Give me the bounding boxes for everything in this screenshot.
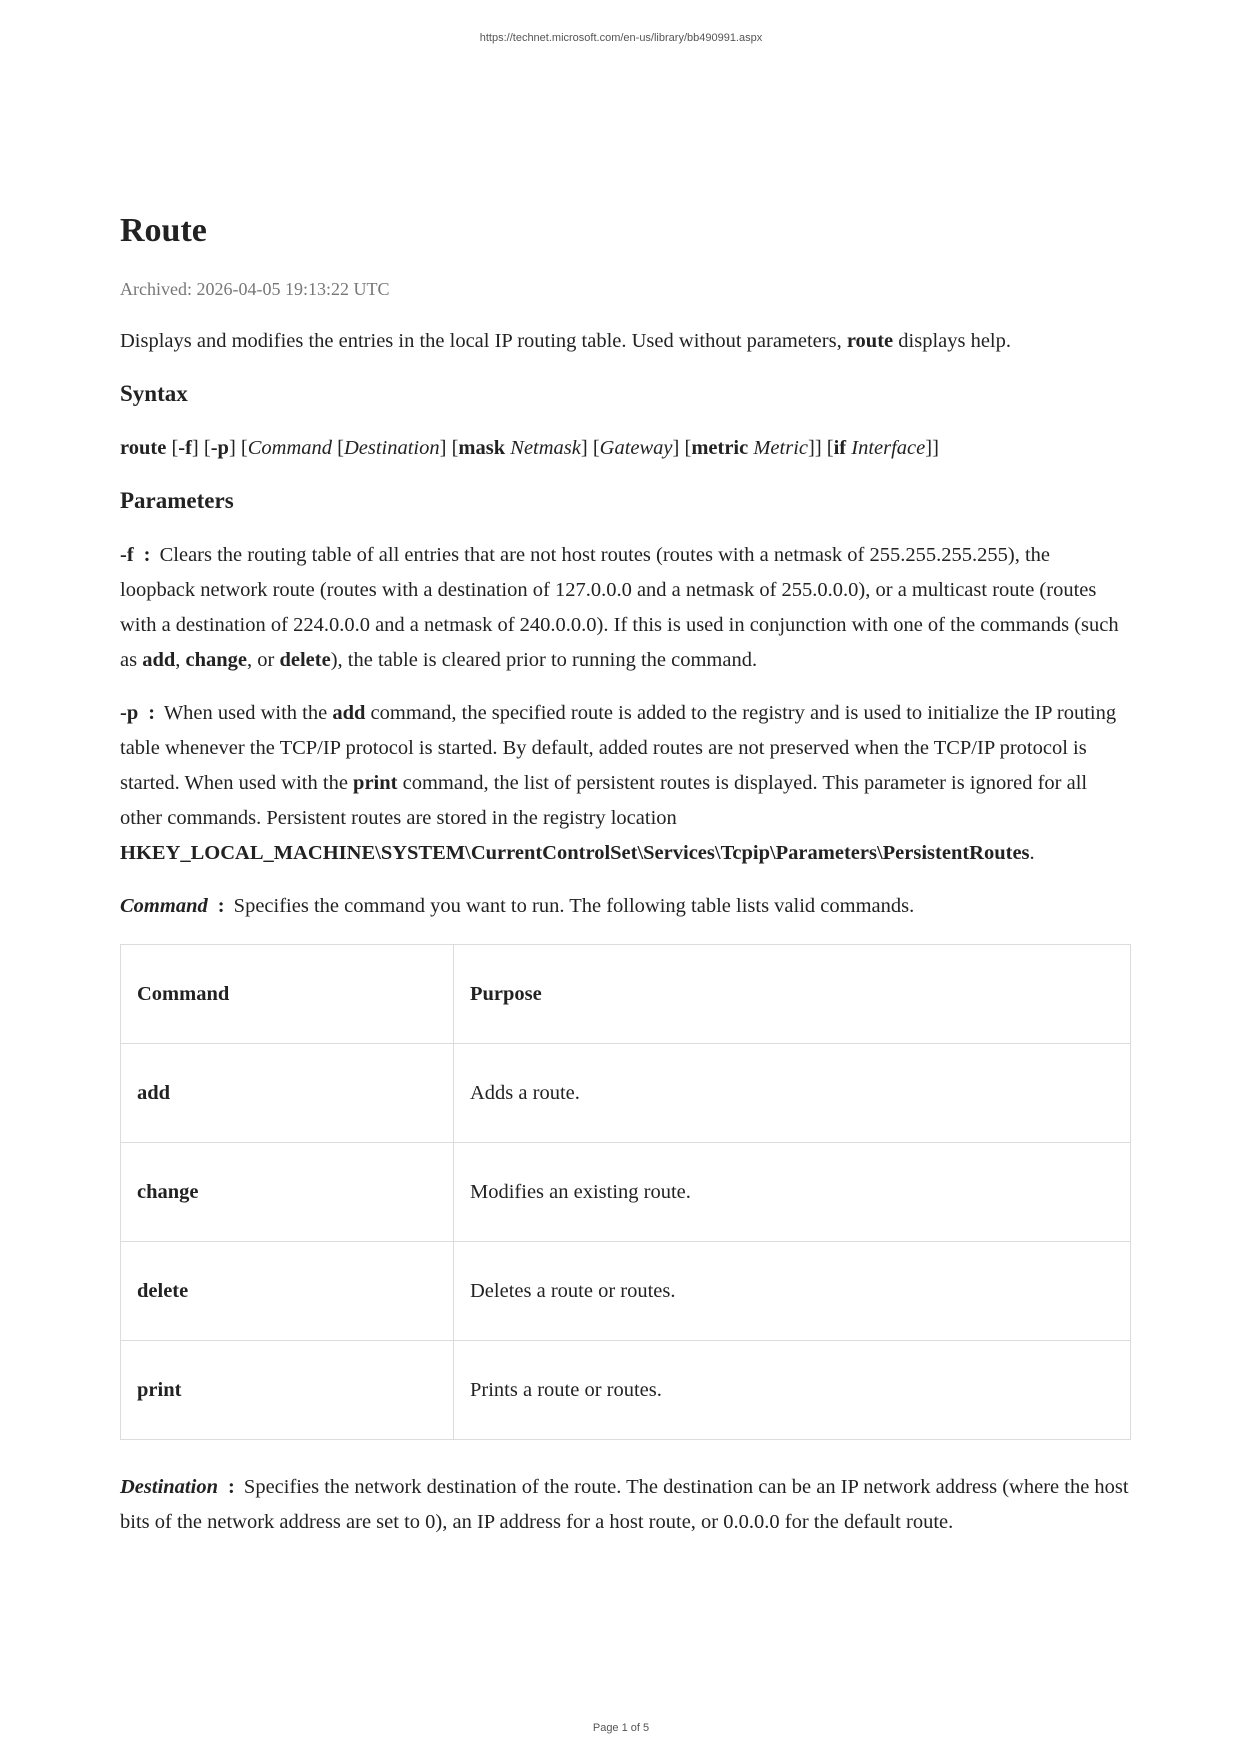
document-body <box>120 212 1130 1558</box>
intro-route-keyword: route <box>846 330 894 353</box>
table-cell-purpose: Modifies an existing route. <box>454 1143 1131 1242</box>
archived-timestamp: Archived: 2026-04-05 19:13:22 UTC <box>120 279 390 300</box>
intro-paragraph: Displays and modifies the entries in the local IP routing table. Used without parameters, route displays help. <box>120 330 1012 353</box>
table-row <box>121 1242 1131 1341</box>
table-cell-command: change <box>121 1143 454 1242</box>
page-number: Page 1 of 5 <box>592 1722 650 1734</box>
syntax-line: route [-f] [-p] [Command [Destination] [mask Netmask] [Gateway] [metric Metric]] [if Interface]] <box>120 437 939 460</box>
registry-path: HKEY_LOCAL_MACHINE\SYSTEM\CurrentControlSet\Services\Tcpip\Parameters\PersistentRoutes <box>120 842 1030 865</box>
command-table <box>120 944 1131 1440</box>
table-header-command: Command <box>121 945 454 1044</box>
table-cell-purpose: Prints a route or routes. <box>454 1341 1131 1440</box>
table-cell-command: print <box>121 1341 454 1440</box>
param-term-command: Command <box>120 895 208 918</box>
table-row <box>121 1143 1131 1242</box>
table-cell-command: delete <box>121 1242 454 1341</box>
source-url: https://technet.microsoft.com/en-us/library/bb490991.aspx <box>479 32 763 44</box>
table-cell-purpose: Deletes a route or routes. <box>454 1242 1131 1341</box>
param-f: -f : Clears the routing table of all entries that are not host routes (routes with a netmask of 255.255.255.255), the loopback network route (routes with a destination of 127.0.0.0 and a netmask of 255.0.0.0), or a multicast route (routes with a destination of 224.0.0.0 and a netmask of 240.0.0.0). If this is used in conjunction with one of the commands (such as add, change, or delete), the table is cleared prior to running the command. <box>120 544 1119 672</box>
param-command: Command : Specifies the command you want to run. The following table lists valid commands. <box>120 895 915 918</box>
table-header-row <box>121 945 1131 1044</box>
table-row <box>121 1044 1131 1143</box>
param-term-f: -f <box>120 544 134 567</box>
table-cell-purpose: Adds a route. <box>454 1044 1131 1143</box>
table-cell-command: add <box>121 1044 454 1143</box>
param-term-p: -p <box>120 702 139 725</box>
page-title: Route <box>120 212 207 249</box>
syntax-heading: Syntax <box>120 381 188 407</box>
parameters-heading: Parameters <box>120 488 234 514</box>
param-term-destination: Destination <box>120 1476 218 1499</box>
table-row <box>121 1341 1131 1440</box>
param-destination: Destination : Specifies the network destination of the route. The destination can be an IP network address (where the host bits of the network address are set to 0), an IP address for a host route, or 0.0.0.0 for the default route. <box>120 1476 1129 1534</box>
param-p: -p : When used with the add command, the specified route is added to the registry and is used to initialize the IP routing table whenever the TCP/IP protocol is started. By default, added routes are not preserved when the TCP/IP protocol is started. When used with the print command, the list of persistent routes is displayed. This parameter is ignored for all other commands. Persistent routes are stored in the registry location HKEY_LOCAL_MACHINE\SYSTEM\CurrentControlSet\Services\Tcpip\Parameters\PersistentRoutes. <box>120 702 1117 865</box>
table-header-purpose: Purpose <box>454 945 1131 1044</box>
